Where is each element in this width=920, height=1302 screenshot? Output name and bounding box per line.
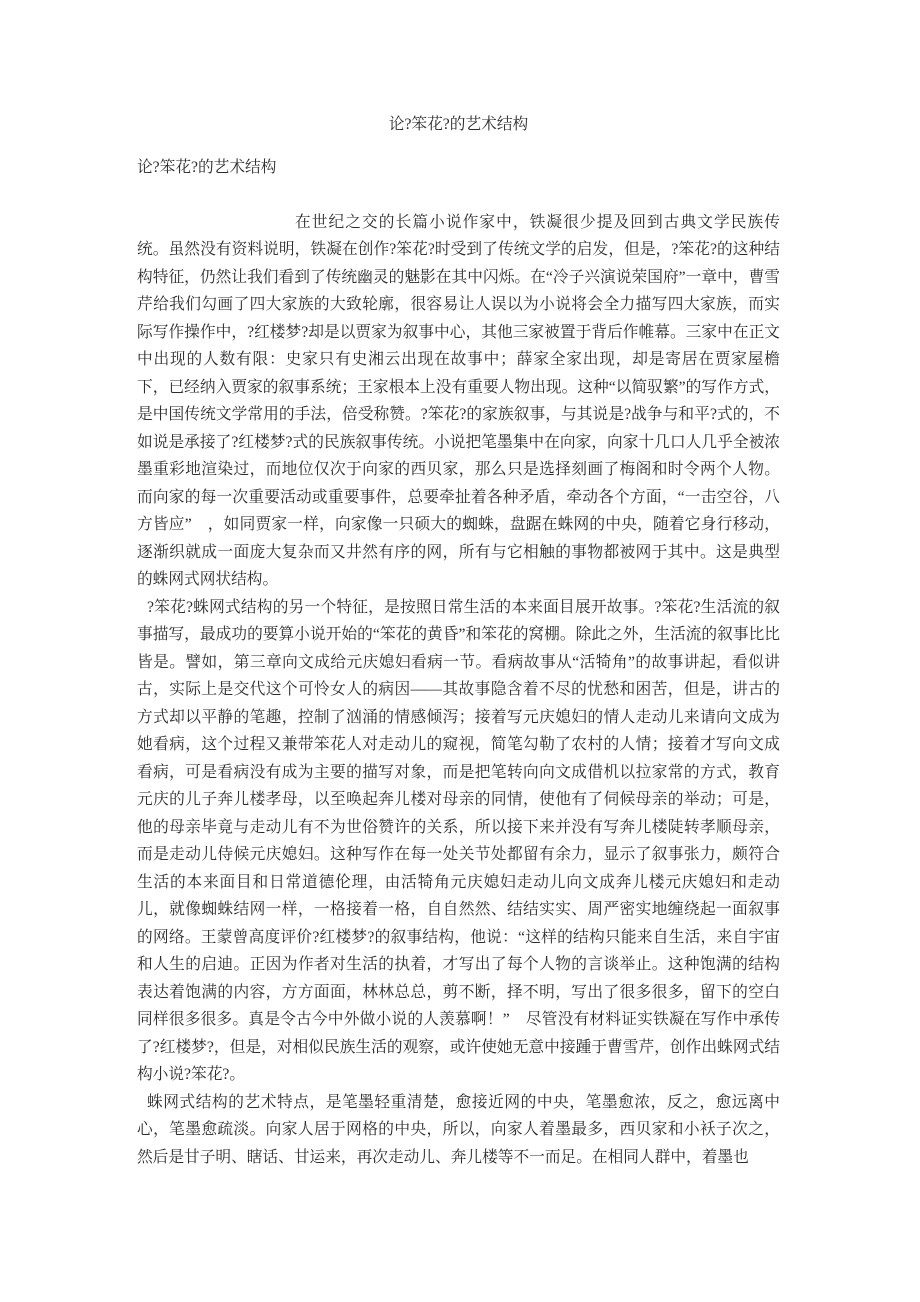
paragraph-ink-weight-features: 蛛网式结构的艺术特点，是笔墨轻重清楚，愈接近网的中央，笔墨愈浓，反之，愈远离中心，笔墨愈疏淡。向家人居于网格的中央，所以，向家人着墨最多，西贝家和小袄子次之，然后是甘子明、瞎话、甘运来，再次走动儿、奔儿楼等不一而足。在相同人群中，着墨也 (137, 1093, 780, 1166)
document-heading: 论?笨花?的艺术结构 (137, 158, 277, 176)
paragraph-daily-life-narrative: ?笨花?蛛网式结构的另一个特征，是按照日常生活的本来面目展开故事。?笨花?生活流的叙事描写，最成功的要算小说开始的“笨花的黄昏”和笨花的窝棚。除此之外，生活流的叙事比比皆是。譬如，第三章向文成给元庆媳妇看病一节。看病故事从“活犄角”的故事讲起，看似讲古，实际上是交代这个可怜女人的病因——其故事隐含着不尽的忧愁和困苦，但是，讲古的方式却以平静的笔趣，控制了汹涌的情感倾泻；接着写元庆媳妇的情人走动儿来请向文成为她看病，这个过程又兼带笨花人对走动儿的窥视，简笔勾勒了农村的人情；接着才写向文成看病，可是看病没有成为主要的描写对象，而是把笔转向向文成借机以拉家常的方式，教育元庆的儿子奔儿楼孝母，以至唤起奔儿楼对母亲的同情，使他有了伺候母亲的举动；可是，他的母亲毕竟与走动儿有不为世俗赞许的关系，所以接下来并没有写奔儿楼陡转孝顺母亲，而是走动儿侍候元庆媳妇。这种写作在每一处关节处都留有余力，显示了叙事张力，颇符合生活的本来面目和日常道德伦理，由活犄角元庆媳妇走动儿向文成奔儿楼元庆媳妇和走动儿，就像蜘蛛结网一样，一格接着一格，自自然然、结结实实、周严密实地缠绕起一面叙事的网络。王蒙曾高度评价?红楼梦?的叙事结构，他说：“这样的结构只能来自生活，来自宇宙和人生的启迪。正因为作者对生活的执着，才写出了每个人物的言谈举止。这种饱满的结构表达着饱满的内容，方方面面，林林总总，剪不断，择不明，写出了很多很多，留下的空白同样很多很多。真是令古今中外做小说的人羡慕啊！” 尽管没有材料证实铁凝在写作中承传了?红楼梦?，但是，对相似民族生活的观察，或许使她无意中接踵于曹雪芹，创作出蛛网式结构小说?笨花?。 (137, 598, 780, 1083)
document-content (137, 0, 780, 1171)
document-title: 论?笨花?的艺术结构 (388, 116, 529, 133)
paragraph-spider-web-structure-intro: 在世纪之交的长篇小说作家中，铁凝很少提及回到古典文学民族传统。虽然没有资料说明，铁凝在创作?笨花?时受到了传统文学的启发，但是，?笨花?的这种结构特征，仍然让我们看到了传统幽灵的魅影在其中闪烁。在“冷子兴演说荣国府”一章中，曹雪芹给我们勾画了四大家族的大致轮廓，很容易让人误以为小说将会全力描写四大家族，而实际写作操作中，?红楼梦?却是以贾家为叙事中心，其他三家被置于背后作帷幕。三家中在正文中出现的人数有限：史家只有史湘云出现在故事中；薛家全家出现，却是寄居在贾家屋檐下，已经纳入贾家的叙事系统；王家根本上没有重要人物出现。这种“以简驭繁”的写作方式，是中国传统文学常用的手法，倍受称赞。?笨花?的家族叙事，与其说是?战争与和平?式的，不如说是承接了?红楼梦?式的民族叙事传统。小说把笔墨集中在向家，向家十几口人几乎全被浓墨重彩地渲染过，而地位仅次于向家的西贝家，那么只是选择刻画了梅阁和时令两个人物。而向家的每一次重要活动或重要事件，总要牵扯着各种矛盾，牵动各个方面，“一击空谷，八方皆应” ，如同贾家一样，向家像一只硕大的蜘蛛，盘踞在蛛网的中央，随着它身行移动，逐渐织就成一面庞大复杂而又井然有序的网，所有与它相触的事物都被网于其中。这是典型的蛛网式网状结构。 (137, 213, 780, 588)
